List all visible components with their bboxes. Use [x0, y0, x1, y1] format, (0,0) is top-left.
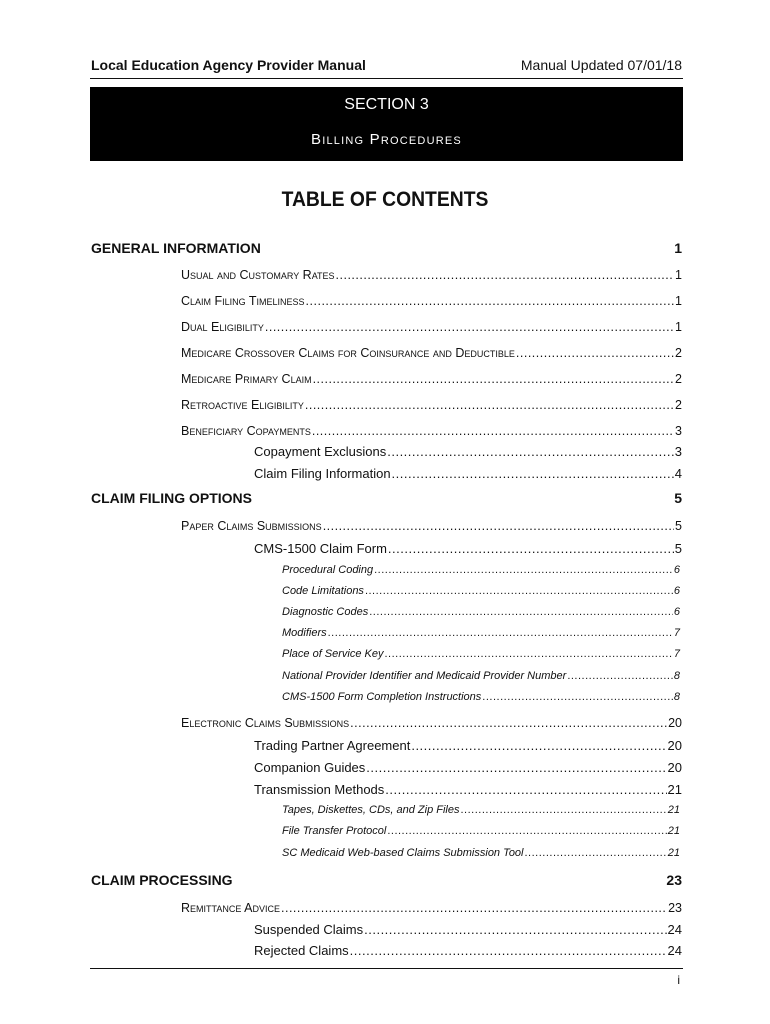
toc-entry[interactable] [282, 648, 680, 660]
toc-entry-label: Code Limitations [282, 585, 364, 597]
toc-entry[interactable] [181, 372, 682, 386]
section-title: Billing Procedures [311, 131, 462, 148]
dot-leader [312, 424, 674, 438]
toc-entry-label: Paper Claims Submissions [181, 519, 322, 533]
toc-entry-label: Usual and Customary Rates [181, 268, 335, 282]
header-right: Manual Updated 07/01/18 [520, 57, 682, 73]
dot-leader [387, 825, 666, 837]
dot-leader [281, 901, 667, 915]
toc-entry[interactable] [254, 541, 682, 556]
dot-leader [364, 922, 666, 937]
toc-entry-label: Rejected Claims [254, 943, 349, 958]
toc-entry-label: Trading Partner Agreement [254, 738, 411, 753]
header-rule [90, 78, 683, 79]
toc-page-number: 6 [673, 606, 680, 618]
toc-page-number: 2 [675, 398, 682, 412]
toc-page-number: 3 [675, 424, 682, 438]
section-banner [90, 87, 683, 161]
dot-leader [385, 782, 666, 797]
toc-page-number: 21 [667, 782, 682, 797]
dot-leader [392, 466, 674, 481]
dot-leader [525, 847, 667, 859]
toc-entry[interactable] [254, 466, 682, 481]
dot-leader [323, 519, 674, 533]
dot-leader [567, 670, 673, 682]
toc-page-number: 8 [673, 691, 680, 703]
dot-leader [313, 372, 674, 386]
toc-entry-label: Claim Filing Timeliness [181, 294, 305, 308]
toc-entry-label: Suspended Claims [254, 922, 364, 937]
toc-entry-label: Companion Guides [254, 760, 366, 775]
toc-page-number: 5 [674, 541, 682, 556]
toc-entry[interactable] [254, 738, 682, 753]
toc-entry-label: National Provider Identifier and Medicaid Provider Number [282, 670, 567, 682]
toc-entry[interactable] [282, 825, 680, 837]
toc-page-number: 24 [667, 943, 682, 958]
toc-entry-label: Transmission Methods [254, 782, 385, 797]
dot-leader [350, 943, 667, 958]
dot-leader [369, 606, 673, 618]
toc-page-number: 23 [668, 901, 682, 915]
toc-entry[interactable] [181, 398, 682, 412]
toc-entry-label: Remittance Advice [181, 901, 280, 915]
dot-leader [385, 648, 673, 660]
toc-entry-label: Tapes, Diskettes, CDs, and Zip Files [282, 804, 460, 816]
toc-entry-label: Retroactive Eligibility [181, 398, 304, 412]
toc-entry[interactable] [282, 804, 680, 816]
toc-title: TABLE OF CONTENTS [281, 188, 489, 211]
toc-page-number: 4 [674, 466, 682, 481]
toc-page-number: 3 [674, 444, 682, 459]
toc-page-number: 20 [667, 760, 682, 775]
toc-entry-label: CLAIM PROCESSING [91, 872, 233, 888]
dot-leader [328, 627, 673, 639]
footer-rule [90, 968, 683, 969]
toc-entry[interactable] [282, 847, 680, 859]
toc-page-number: 2 [675, 346, 682, 360]
toc-entry[interactable] [181, 424, 682, 438]
toc-page-number: 21 [667, 825, 680, 837]
toc-page-number: 23 [666, 872, 682, 888]
toc-entry[interactable] [181, 268, 682, 282]
toc-page-number: 1 [675, 320, 682, 334]
toc-entry-label: GENERAL INFORMATION [91, 240, 261, 256]
toc-page-number: 20 [668, 716, 682, 730]
toc-entry[interactable] [282, 564, 680, 576]
toc-entry-label: Electronic Claims Submissions [181, 716, 350, 730]
toc-entry[interactable] [282, 606, 680, 618]
dot-leader [306, 294, 675, 308]
dot-leader [305, 398, 674, 412]
toc-entry[interactable] [181, 320, 682, 334]
toc-entry[interactable] [254, 943, 682, 958]
toc-page-number: 8 [673, 670, 680, 682]
toc-page-number: 5 [675, 519, 682, 533]
toc-page-number: 7 [673, 648, 680, 660]
dot-leader [265, 320, 674, 334]
toc-entry-label: Medicare Primary Claim [181, 372, 312, 386]
toc-page-number: 7 [673, 627, 680, 639]
toc-page-number: 1 [675, 294, 682, 308]
toc-entry-label: Claim Filing Information [254, 466, 391, 481]
dot-leader [516, 346, 674, 360]
toc-section-heading[interactable] [91, 490, 682, 506]
toc-entry-label: Place of Service Key [282, 648, 384, 660]
header-left: Local Education Agency Provider Manual [91, 57, 366, 73]
toc-page-number: 21 [667, 804, 680, 816]
dot-leader [482, 691, 673, 703]
toc-entry-label: CLAIM FILING OPTIONS [91, 490, 252, 506]
toc-entry[interactable] [254, 782, 682, 797]
dot-leader [388, 541, 674, 556]
toc-entry[interactable] [282, 585, 680, 597]
toc-entry-label: CMS-1500 Claim Form [254, 541, 387, 556]
toc-entry[interactable] [181, 716, 682, 730]
toc-page-number: 6 [673, 585, 680, 597]
toc-page-number: 21 [667, 847, 680, 859]
toc-entry-label: Medicare Crossover Claims for Coinsurance and Deductible [181, 346, 515, 360]
toc-entry[interactable] [181, 901, 682, 915]
toc-page-number: 2 [675, 372, 682, 386]
toc-entry-label: Procedural Coding [282, 564, 374, 576]
toc-entry-label: File Transfer Protocol [282, 825, 387, 837]
dot-leader [461, 804, 667, 816]
toc-entry-label: SC Medicaid Web-based Claims Submission Tool [282, 847, 524, 859]
section-number: SECTION 3 [344, 96, 429, 113]
dot-leader [374, 564, 673, 576]
toc-entry[interactable] [254, 922, 682, 937]
toc-section-heading[interactable] [91, 240, 682, 256]
toc-entry[interactable] [282, 670, 680, 682]
toc-entry[interactable] [282, 627, 680, 639]
toc-entry-label: Diagnostic Codes [282, 606, 369, 618]
dot-leader [387, 444, 674, 459]
toc-entry[interactable] [181, 346, 682, 360]
toc-entry[interactable] [282, 691, 680, 703]
toc-entry-label: CMS-1500 Form Completion Instructions [282, 691, 482, 703]
toc-entry[interactable] [181, 294, 682, 308]
toc-page-number: 24 [667, 922, 682, 937]
toc-page-number: 1 [675, 268, 682, 282]
footer-page-number: i [677, 973, 680, 987]
toc-entry-label: Copayment Exclusions [254, 444, 387, 459]
toc-page-number: 1 [674, 240, 682, 256]
toc-entry[interactable] [181, 519, 682, 533]
toc-page-number: 20 [667, 738, 682, 753]
toc-entry[interactable] [254, 760, 682, 775]
toc-entry-label: Dual Eligibility [181, 320, 264, 334]
dot-leader [366, 760, 666, 775]
dot-leader [365, 585, 673, 597]
toc-section-heading[interactable] [91, 872, 682, 888]
dot-leader [336, 268, 675, 282]
dot-leader [411, 738, 666, 753]
toc-page-number: 5 [674, 490, 682, 506]
toc-entry-label: Beneficiary Copayments [181, 424, 311, 438]
dot-leader [350, 716, 667, 730]
toc-entry[interactable] [254, 444, 682, 459]
toc-entry-label: Modifiers [282, 627, 327, 639]
toc-page-number: 6 [673, 564, 680, 576]
